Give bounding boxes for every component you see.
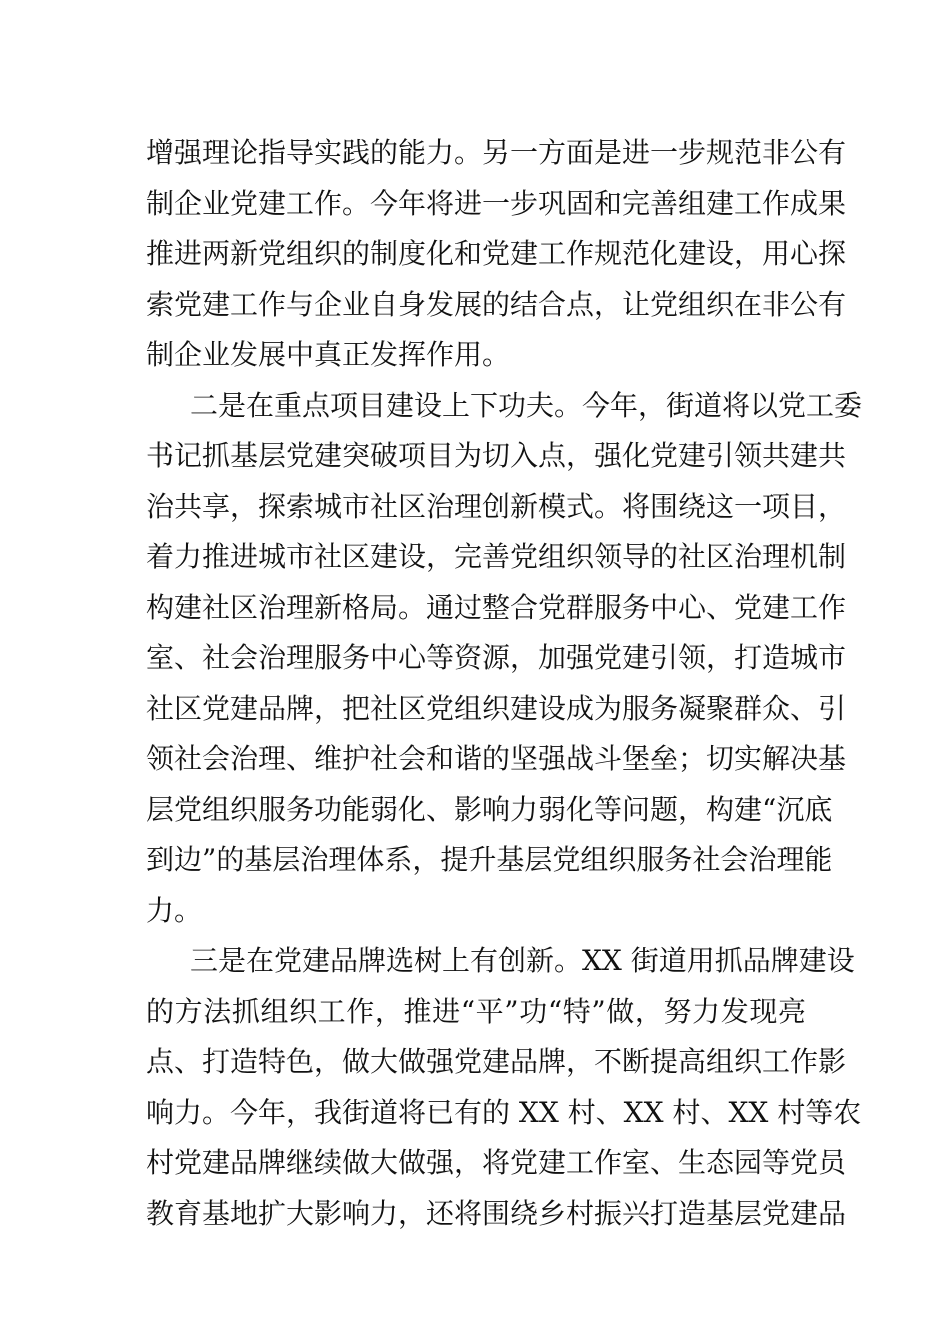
text-line: 到边”的基层治理体系，提升基层党组织服务社会治理能 bbox=[146, 843, 833, 876]
text-line: 村党建品牌继续做大做强，将党建工作室、生态园等党员 bbox=[146, 1146, 847, 1179]
text-line: 力。 bbox=[146, 893, 203, 927]
text-line: 增强理论指导实践的能力。另一方面是进一步规范非公有 bbox=[146, 136, 847, 169]
text-line: 点、打造特色，做大做强党建品牌，不断提高组织工作影 bbox=[146, 1045, 847, 1078]
text-line: 响力。今年，我街道将已有的 XX 村、XX 村、XX 村等农 bbox=[146, 1095, 862, 1129]
text-line: 索党建工作与企业自身发展的结合点，让党组织在非公有 bbox=[146, 287, 847, 321]
text-line: 推进两新党组织的制度化和党建工作规范化建设，用心探 bbox=[146, 237, 847, 270]
text-line: 层党组织服务功能弱化、影响力弱化等问题，构建“沉底 bbox=[146, 792, 833, 826]
paragraph-party-brand bbox=[146, 936, 862, 1239]
text-line: 教育基地扩大影响力，还将围绕乡村振兴打造基层党建品 bbox=[146, 1196, 847, 1230]
text-line: 构建社区治理新格局。通过整合党群服务中心、党建工作 bbox=[146, 590, 847, 624]
text-line: 书记抓基层党建突破项目为切入点，强化党建引领共建共 bbox=[146, 439, 847, 472]
text-line: 着力推进城市社区建设，完善党组织领导的社区治理机制 bbox=[146, 540, 847, 573]
text-line: 的方法抓组织工作，推进“平”功“特”做，努力发现亮 bbox=[146, 994, 806, 1028]
text-line: 制企业党建工作。今年将进一步巩固和完善组建工作成果 bbox=[146, 186, 847, 220]
document-body bbox=[146, 128, 863, 1239]
text-line: 领社会治理、维护社会和谐的坚强战斗堡垒；切实解决基 bbox=[146, 742, 847, 775]
paragraph-key-projects bbox=[146, 381, 863, 937]
text-line: 二是在重点项目建设上下功夫。今年，街道将以党工委 bbox=[190, 388, 863, 422]
text-line: 制企业发展中真正发挥作用。 bbox=[146, 338, 511, 371]
text-line: 室、社会治理服务中心等资源，加强党建引领，打造城市 bbox=[146, 641, 847, 674]
text-line: 社区党建品牌，把社区党组织建设成为服务凝聚群众、引 bbox=[146, 691, 847, 725]
text-line: 治共享，探索城市社区治理创新模式。将围绕这一项目， bbox=[146, 489, 847, 523]
text-line: 三是在党建品牌选树上有创新。XX 街道用抓品牌建设 bbox=[190, 944, 855, 977]
paragraph-continued bbox=[146, 128, 847, 381]
